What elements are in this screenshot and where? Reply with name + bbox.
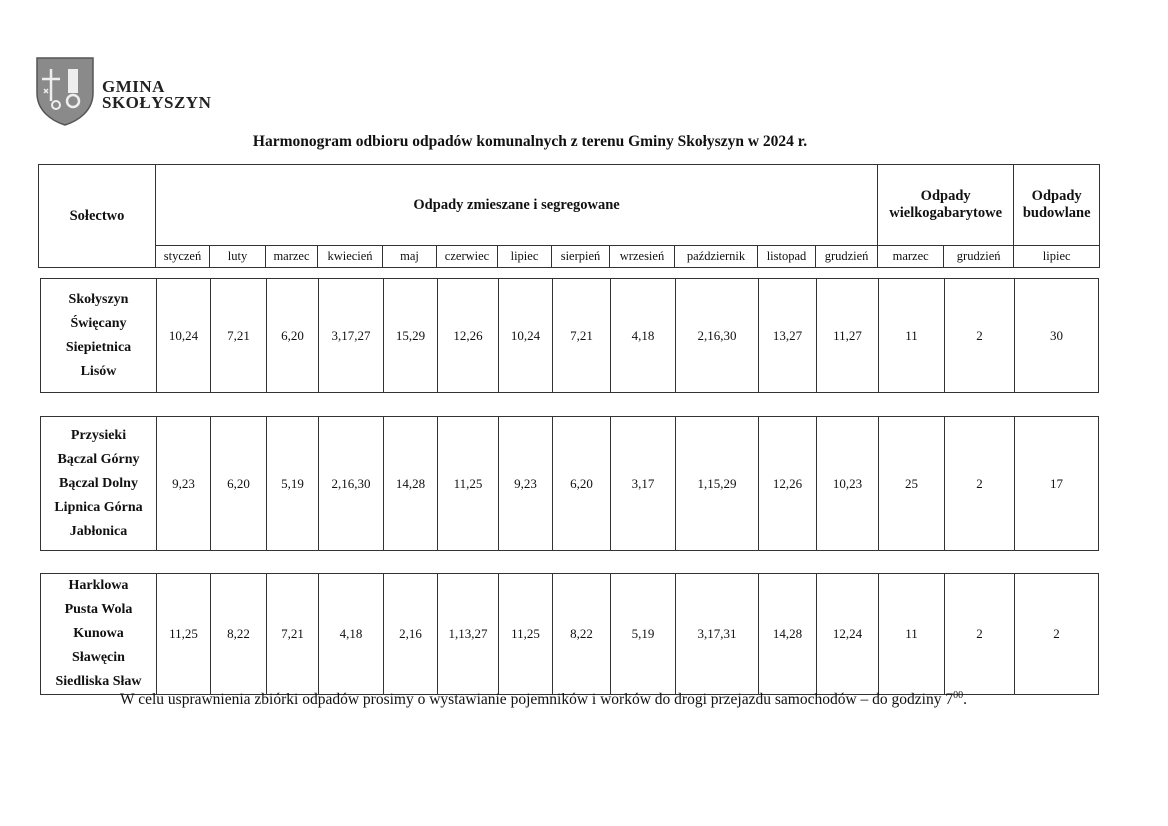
logo-line-1: GMINA bbox=[102, 77, 165, 96]
village-name: Siepietnica bbox=[65, 339, 132, 355]
village-name: Święcany bbox=[70, 315, 127, 331]
bulky-dates-cell: 2 bbox=[945, 574, 1015, 695]
header-mixed-waste: Odpady zmieszane i segregowane bbox=[156, 165, 878, 246]
village-list bbox=[41, 417, 157, 551]
month-header: luty bbox=[210, 246, 266, 268]
mixed-dates-cell: 9,23 bbox=[157, 417, 211, 551]
month-header: styczeń bbox=[156, 246, 210, 268]
village-name: Pusta Wola bbox=[64, 602, 133, 617]
bulky-dates-cell: 2 bbox=[945, 417, 1015, 551]
month-header: listopad bbox=[758, 246, 816, 268]
bulky-dates-cell: 2 bbox=[945, 279, 1015, 393]
month-header: wrzesień bbox=[610, 246, 675, 268]
mixed-dates-cell: 3,17 bbox=[611, 417, 676, 551]
building-dates-cell: 30 bbox=[1015, 279, 1099, 393]
village-list bbox=[41, 574, 157, 695]
bulky-dates-cell: 11 bbox=[879, 279, 945, 393]
mixed-dates-cell: 15,29 bbox=[384, 279, 438, 393]
building-dates-cell: 17 bbox=[1015, 417, 1099, 551]
village-name: Skołyszyn bbox=[68, 291, 129, 307]
mixed-dates-cell: 4,18 bbox=[611, 279, 676, 393]
table-row bbox=[41, 279, 1099, 393]
mixed-dates-cell: 8,22 bbox=[211, 574, 267, 695]
mixed-dates-cell: 6,20 bbox=[211, 417, 267, 551]
mixed-dates-cell: 11,25 bbox=[157, 574, 211, 695]
month-header: kwiecień bbox=[318, 246, 383, 268]
mixed-dates-cell: 7,21 bbox=[553, 279, 611, 393]
mixed-dates-cell: 2,16 bbox=[384, 574, 438, 695]
group-table bbox=[40, 278, 1099, 393]
village-name: Harklowa bbox=[68, 578, 129, 593]
mixed-dates-cell: 5,19 bbox=[611, 574, 676, 695]
schedule-header bbox=[38, 164, 1100, 268]
mixed-dates-cell: 11,25 bbox=[438, 417, 499, 551]
table-row bbox=[41, 574, 1099, 695]
month-header: maj bbox=[383, 246, 437, 268]
footer-sup: 00 bbox=[953, 690, 964, 701]
header-solectwo: Sołectwo bbox=[39, 165, 156, 268]
mixed-dates-cell: 6,20 bbox=[267, 279, 319, 393]
building-dates-cell: 2 bbox=[1015, 574, 1099, 695]
mixed-dates-cell: 8,22 bbox=[553, 574, 611, 695]
mixed-dates-cell: 1,13,27 bbox=[438, 574, 499, 695]
village-name: Sławęcin bbox=[72, 650, 125, 665]
village-name: Lisów bbox=[80, 363, 117, 379]
mixed-dates-cell: 5,19 bbox=[267, 417, 319, 551]
coat-of-arms-icon bbox=[34, 55, 96, 127]
village-name: Siedliska Sław bbox=[55, 674, 142, 689]
village-name: Kunowa bbox=[73, 626, 124, 641]
mixed-dates-cell: 6,20 bbox=[553, 417, 611, 551]
bulky-month-header: marzec bbox=[878, 246, 944, 268]
month-header: czerwiec bbox=[437, 246, 498, 268]
header-building-line2: budowlane bbox=[1022, 205, 1091, 221]
month-header: lipiec bbox=[498, 246, 552, 268]
mixed-dates-cell: 4,18 bbox=[319, 574, 384, 695]
mixed-dates-cell: 2,16,30 bbox=[319, 417, 384, 551]
gmina-logo bbox=[34, 55, 211, 127]
month-header: październik bbox=[675, 246, 758, 268]
footer-text: W celu usprawnienia zbiórki odpadów prosimy o wystawianie pojemników i worków do drogi przejazdu samochodów – do godziny 7 bbox=[120, 691, 954, 709]
mixed-dates-cell: 3,17,31 bbox=[676, 574, 759, 695]
header-bulky-line2: wielkogabarytowe bbox=[889, 205, 1003, 221]
mixed-dates-cell: 10,24 bbox=[499, 279, 553, 393]
group-table bbox=[40, 416, 1099, 551]
mixed-dates-cell: 7,21 bbox=[211, 279, 267, 393]
village-name: Przysieki bbox=[70, 427, 127, 443]
mixed-dates-cell: 14,28 bbox=[384, 417, 438, 551]
mixed-dates-cell: 7,21 bbox=[267, 574, 319, 695]
table-row bbox=[41, 417, 1099, 551]
bulky-month-header: grudzień bbox=[944, 246, 1014, 268]
mixed-dates-cell: 9,23 bbox=[499, 417, 553, 551]
village-list bbox=[41, 279, 157, 393]
mixed-dates-cell: 1,15,29 bbox=[676, 417, 759, 551]
header-bulky-waste bbox=[878, 165, 1014, 246]
mixed-dates-cell: 10,24 bbox=[157, 279, 211, 393]
header-building-waste bbox=[1014, 165, 1100, 246]
bulky-dates-cell: 11 bbox=[879, 574, 945, 695]
group-table bbox=[40, 573, 1099, 695]
mixed-dates-cell: 2,16,30 bbox=[676, 279, 759, 393]
header-bulky-line1: Odpady bbox=[920, 188, 971, 204]
footer-note bbox=[120, 690, 967, 709]
page-title: Harmonogram odbioru odpadów komunalnych z terenu Gminy Skołyszyn w 2024 r. bbox=[252, 133, 808, 150]
month-header: marzec bbox=[266, 246, 318, 268]
mixed-dates-cell: 12,24 bbox=[817, 574, 879, 695]
building-month-header: lipiec bbox=[1014, 246, 1100, 268]
village-name: Lipnica Górna bbox=[54, 499, 143, 515]
month-header: sierpień bbox=[552, 246, 610, 268]
village-name: Jabłonica bbox=[69, 523, 128, 539]
mixed-dates-cell: 12,26 bbox=[438, 279, 499, 393]
mixed-dates-cell: 14,28 bbox=[759, 574, 817, 695]
mixed-dates-cell: 13,27 bbox=[759, 279, 817, 393]
header-building-line1: Odpady bbox=[1031, 188, 1082, 204]
mixed-dates-cell: 12,26 bbox=[759, 417, 817, 551]
month-header: grudzień bbox=[816, 246, 878, 268]
logo-line-2: SKOŁYSZYN bbox=[102, 93, 212, 112]
village-name: Bączal Górny bbox=[57, 451, 140, 467]
bulky-dates-cell: 25 bbox=[879, 417, 945, 551]
mixed-dates-cell: 3,17,27 bbox=[319, 279, 384, 393]
mixed-dates-cell: 11,27 bbox=[817, 279, 879, 393]
footer-end: . bbox=[963, 691, 967, 709]
mixed-dates-cell: 11,25 bbox=[499, 574, 553, 695]
village-name: Bączal Dolny bbox=[59, 475, 138, 491]
mixed-dates-cell: 10,23 bbox=[817, 417, 879, 551]
